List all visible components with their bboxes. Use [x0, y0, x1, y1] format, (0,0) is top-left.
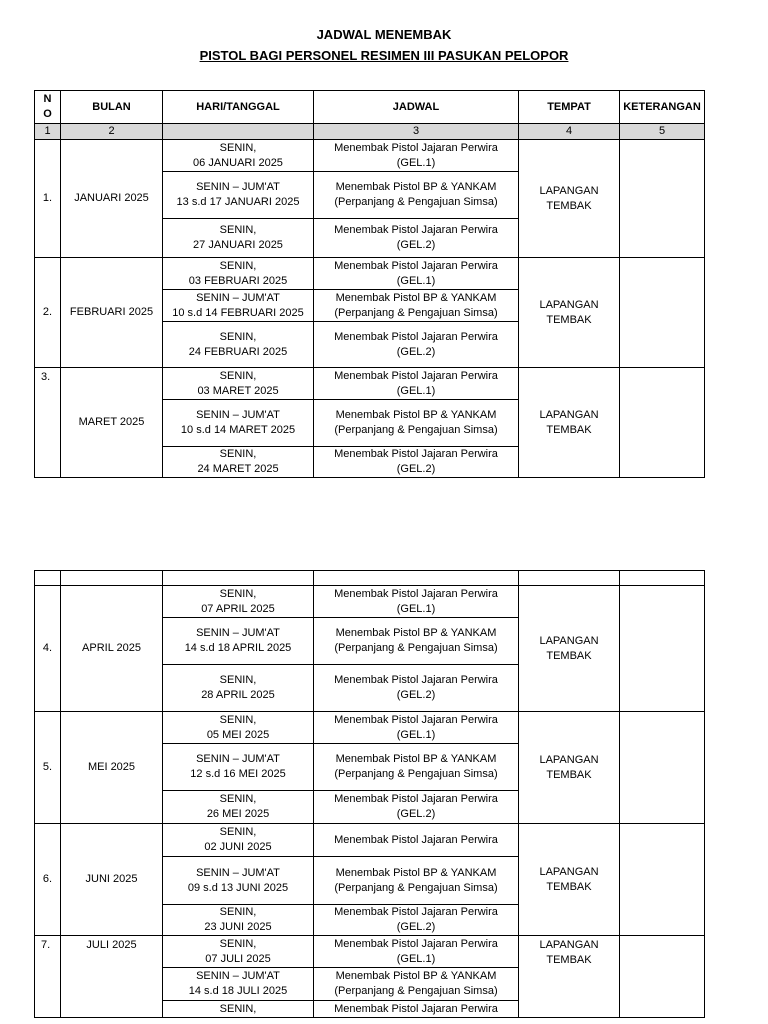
schedule-cell: Menembak Pistol Jajaran Perwira (GEL.2) [314, 447, 519, 478]
month-cell: JUNI 2025 [61, 824, 163, 936]
col-number: 1 [35, 124, 61, 140]
table-row [35, 586, 705, 618]
schedule-cell: Menembak Pistol BP & YANKAM (Perpanjang & Pengajuan Simsa) [314, 968, 519, 1001]
schedule-cell: Menembak Pistol Jajaran Perwira (GEL.2) [314, 791, 519, 824]
date-cell: SENIN – JUM'AT 09 s.d 13 JUNI 2025 [163, 857, 314, 905]
col-number [163, 124, 314, 140]
month-cell: MEI 2025 [61, 712, 163, 824]
date-cell: SENIN, 07 APRIL 2025 [163, 586, 314, 618]
header-bulan: BULAN [61, 91, 163, 124]
location-cell: LAPANGAN TEMBAK [519, 258, 620, 368]
schedule-cell: Menembak Pistol BP & YANKAM (Perpanjang & Pengajuan Simsa) [314, 290, 519, 322]
schedule-cell: Menembak Pistol BP & YANKAM (Perpanjang & Pengajuan Simsa) [314, 744, 519, 791]
schedule-cell: Menembak Pistol Jajaran Perwira (GEL.2) [314, 665, 519, 712]
date-cell: SENIN – JUM'AT 10 s.d 14 FEBRUARI 2025 [163, 290, 314, 322]
header-hari-tanggal: HARI/TANGGAL [163, 91, 314, 124]
col-number: 3 [314, 124, 519, 140]
date-cell: SENIN, 07 JULI 2025 [163, 936, 314, 968]
header-jadwal: JADWAL [314, 91, 519, 124]
row-number: 5. [35, 712, 61, 824]
schedule-cell: Menembak Pistol BP & YANKAM (Perpanjang & Pengajuan Simsa) [314, 857, 519, 905]
date-cell: SENIN – JUM'AT 14 s.d 18 JULI 2025 [163, 968, 314, 1001]
document-subtitle: PISTOL BAGI PERSONEL RESIMEN III PASUKAN PELOPOR [199, 48, 569, 63]
month-cell: MARET 2025 [61, 368, 163, 478]
remarks-cell [620, 712, 705, 824]
schedule-cell: Menembak Pistol Jajaran Perwira (GEL.1) [314, 712, 519, 744]
remarks-cell [620, 368, 705, 478]
schedule-cell: Menembak Pistol BP & YANKAM (Perpanjang & Pengajuan Simsa) [314, 618, 519, 665]
schedule-cell: Menembak Pistol Jajaran Perwira (GEL.1) [314, 936, 519, 968]
column-number-row [35, 124, 705, 140]
date-cell: SENIN – JUM'AT 10 s.d 14 MARET 2025 [163, 400, 314, 447]
header-tempat: TEMPAT [519, 91, 620, 124]
date-cell: SENIN, 05 MEI 2025 [163, 712, 314, 744]
row-number: 4. [35, 586, 61, 712]
table-row [35, 258, 705, 290]
month-cell: FEBRUARI 2025 [61, 258, 163, 368]
col-number: 2 [61, 124, 163, 140]
schedule-cell: Menembak Pistol Jajaran Perwira (GEL.2) [314, 905, 519, 936]
table-row [35, 368, 705, 400]
date-cell: SENIN, 06 JANUARI 2025 [163, 140, 314, 172]
header-no: N O [35, 91, 61, 124]
remarks-cell [620, 936, 705, 1018]
month-cell: APRIL 2025 [61, 586, 163, 712]
col-number: 4 [519, 124, 620, 140]
location-cell: LAPANGAN TEMBAK [519, 368, 620, 478]
date-cell: SENIN, 02 JUNI 2025 [163, 824, 314, 857]
table-row [35, 712, 705, 744]
date-cell: SENIN – JUM'AT 12 s.d 16 MEI 2025 [163, 744, 314, 791]
date-cell: SENIN – JUM'AT 13 s.d 17 JANUARI 2025 [163, 172, 314, 219]
blank-header-row [35, 571, 705, 586]
schedule-cell: Menembak Pistol Jajaran Perwira (GEL.2) [314, 322, 519, 368]
remarks-cell [620, 258, 705, 368]
row-number: 6. [35, 824, 61, 936]
schedule-cell: Menembak Pistol Jajaran Perwira (GEL.2) [314, 219, 519, 258]
date-cell: SENIN, 24 FEBRUARI 2025 [163, 322, 314, 368]
schedule-cell: Menembak Pistol BP & YANKAM (Perpanjang & Pengajuan Simsa) [314, 400, 519, 447]
row-number: 2. [35, 258, 61, 368]
row-number: 7. [35, 936, 61, 1018]
location-cell: LAPANGAN TEMBAK [519, 712, 620, 824]
date-cell: SENIN, 03 MARET 2025 [163, 368, 314, 400]
date-cell: SENIN, [163, 1001, 314, 1018]
location-cell: LAPANGAN TEMBAK [519, 140, 620, 258]
location-cell: LAPANGAN TEMBAK [519, 586, 620, 712]
date-cell: SENIN, 03 FEBRUARI 2025 [163, 258, 314, 290]
row-number: 1. [35, 140, 61, 258]
month-cell: JULI 2025 [61, 936, 163, 1018]
date-cell: SENIN, 23 JUNI 2025 [163, 905, 314, 936]
schedule-table-page-2 [34, 570, 705, 1018]
table-row [35, 140, 705, 172]
date-cell: SENIN, 27 JANUARI 2025 [163, 219, 314, 258]
location-cell: LAPANGAN TEMBAK [519, 936, 620, 1018]
header-keterangan: KETERANGAN [620, 91, 705, 124]
table-row [35, 936, 705, 968]
document-title: JADWAL MENEMBAK [316, 27, 452, 42]
col-number: 5 [620, 124, 705, 140]
schedule-cell: Menembak Pistol Jajaran Perwira (GEL.1) [314, 258, 519, 290]
schedule-cell: Menembak Pistol BP & YANKAM (Perpanjang & Pengajuan Simsa) [314, 172, 519, 219]
schedule-cell: Menembak Pistol Jajaran Perwira (GEL.1) [314, 140, 519, 172]
table-row [35, 824, 705, 857]
remarks-cell [620, 140, 705, 258]
date-cell: SENIN, 24 MARET 2025 [163, 447, 314, 478]
schedule-table-page-1 [34, 90, 705, 478]
date-cell: SENIN, 26 MEI 2025 [163, 791, 314, 824]
remarks-cell [620, 824, 705, 936]
month-cell: JANUARI 2025 [61, 140, 163, 258]
header-row [35, 91, 705, 124]
date-cell: SENIN – JUM'AT 14 s.d 18 APRIL 2025 [163, 618, 314, 665]
location-cell: LAPANGAN TEMBAK [519, 824, 620, 936]
schedule-cell: Menembak Pistol Jajaran Perwira (GEL.1) [314, 368, 519, 400]
schedule-cell: Menembak Pistol Jajaran Perwira [314, 824, 519, 857]
date-cell: SENIN, 28 APRIL 2025 [163, 665, 314, 712]
row-number: 3. [35, 368, 61, 478]
schedule-cell: Menembak Pistol Jajaran Perwira [314, 1001, 519, 1018]
remarks-cell [620, 586, 705, 712]
schedule-cell: Menembak Pistol Jajaran Perwira (GEL.1) [314, 586, 519, 618]
